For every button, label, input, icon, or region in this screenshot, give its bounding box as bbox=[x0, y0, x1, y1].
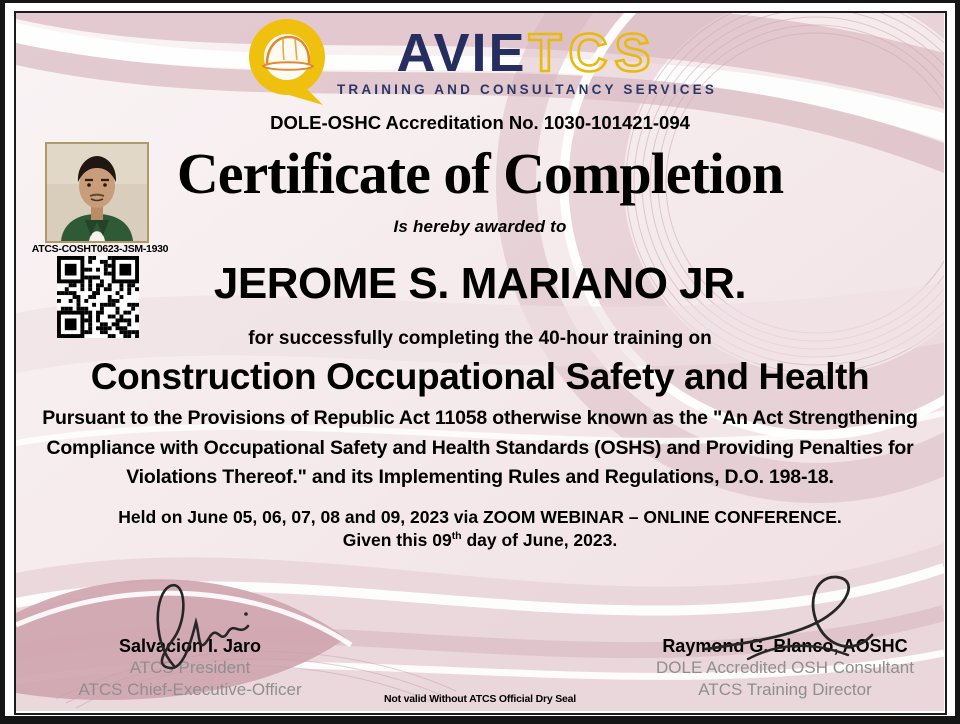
dry-seal-note: Not valid Without ATCS Official Dry Seal bbox=[383, 693, 576, 705]
recipient-name: JEROME S. MARIANO JR. bbox=[213, 259, 747, 308]
logo bbox=[16, 15, 944, 107]
recipient-photo bbox=[45, 142, 149, 243]
awarded-to-label: Is hereby awarded to bbox=[393, 217, 567, 236]
signatory-right-title1: DOLE Accredited OSH Consultant bbox=[656, 658, 914, 677]
issuance-line bbox=[16, 530, 944, 551]
signature-right bbox=[696, 571, 886, 671]
legal-basis-paragraph bbox=[16, 404, 944, 493]
signatory-left-title1: ATCS President bbox=[129, 658, 251, 677]
brand-name bbox=[396, 25, 657, 81]
logo-wordmark bbox=[337, 25, 717, 97]
completion-line: for successfully completing the 40-hour training on bbox=[248, 328, 712, 349]
legal-basis-line1: Pursuant to the Provisions of Republic Act 11058 otherwise known as the "An Act Strengthening bbox=[42, 407, 918, 429]
issuance-prefix: Given this 09 bbox=[342, 530, 452, 550]
signature-left bbox=[134, 578, 264, 673]
accreditation-line: DOLE-OSHC Accreditation No. 1030-101421-094 bbox=[270, 112, 690, 133]
qr-code bbox=[57, 256, 139, 338]
brand-tagline: TRAINING AND CONSULTANCY SERVICES bbox=[336, 82, 718, 97]
certificate-title: Certificate of Completion bbox=[176, 141, 784, 206]
signatory-left-title2: ATCS Chief-Executive-Officer bbox=[78, 680, 302, 699]
certificate bbox=[16, 13, 944, 711]
issuance-ordinal: th bbox=[451, 530, 462, 543]
course-title: Construction Occupational Safety and Health bbox=[90, 356, 870, 397]
brand-tcs: TCS bbox=[528, 23, 658, 83]
legal-basis-line3: Violations Thereof." and its Implementing Rules and Regulations, D.O. 198-18. bbox=[126, 466, 834, 488]
legal-basis-line2: Compliance with Occupational Safety and Health Standards (OSHS) and Providing Penalties for bbox=[46, 436, 914, 459]
brand-avie: AVIE bbox=[396, 23, 527, 83]
signatory-right-name: Raymond G. Blanco, AOSHC bbox=[662, 636, 908, 656]
issuance-suffix: day of June, 2023. bbox=[461, 530, 618, 550]
signatory-left-name: Salvacion I. Jaro bbox=[118, 636, 262, 656]
certificate-id: ATCS-COSHT0623-JSM-1930 bbox=[31, 243, 169, 255]
hard-hat-icon bbox=[243, 15, 331, 107]
schedule-line: Held on June 05, 06, 07, 08 and 09, 2023 via ZOOM WEBINAR – ONLINE CONFERENCE. bbox=[118, 507, 842, 527]
signatory-right-title2: ATCS Training Director bbox=[698, 680, 872, 699]
